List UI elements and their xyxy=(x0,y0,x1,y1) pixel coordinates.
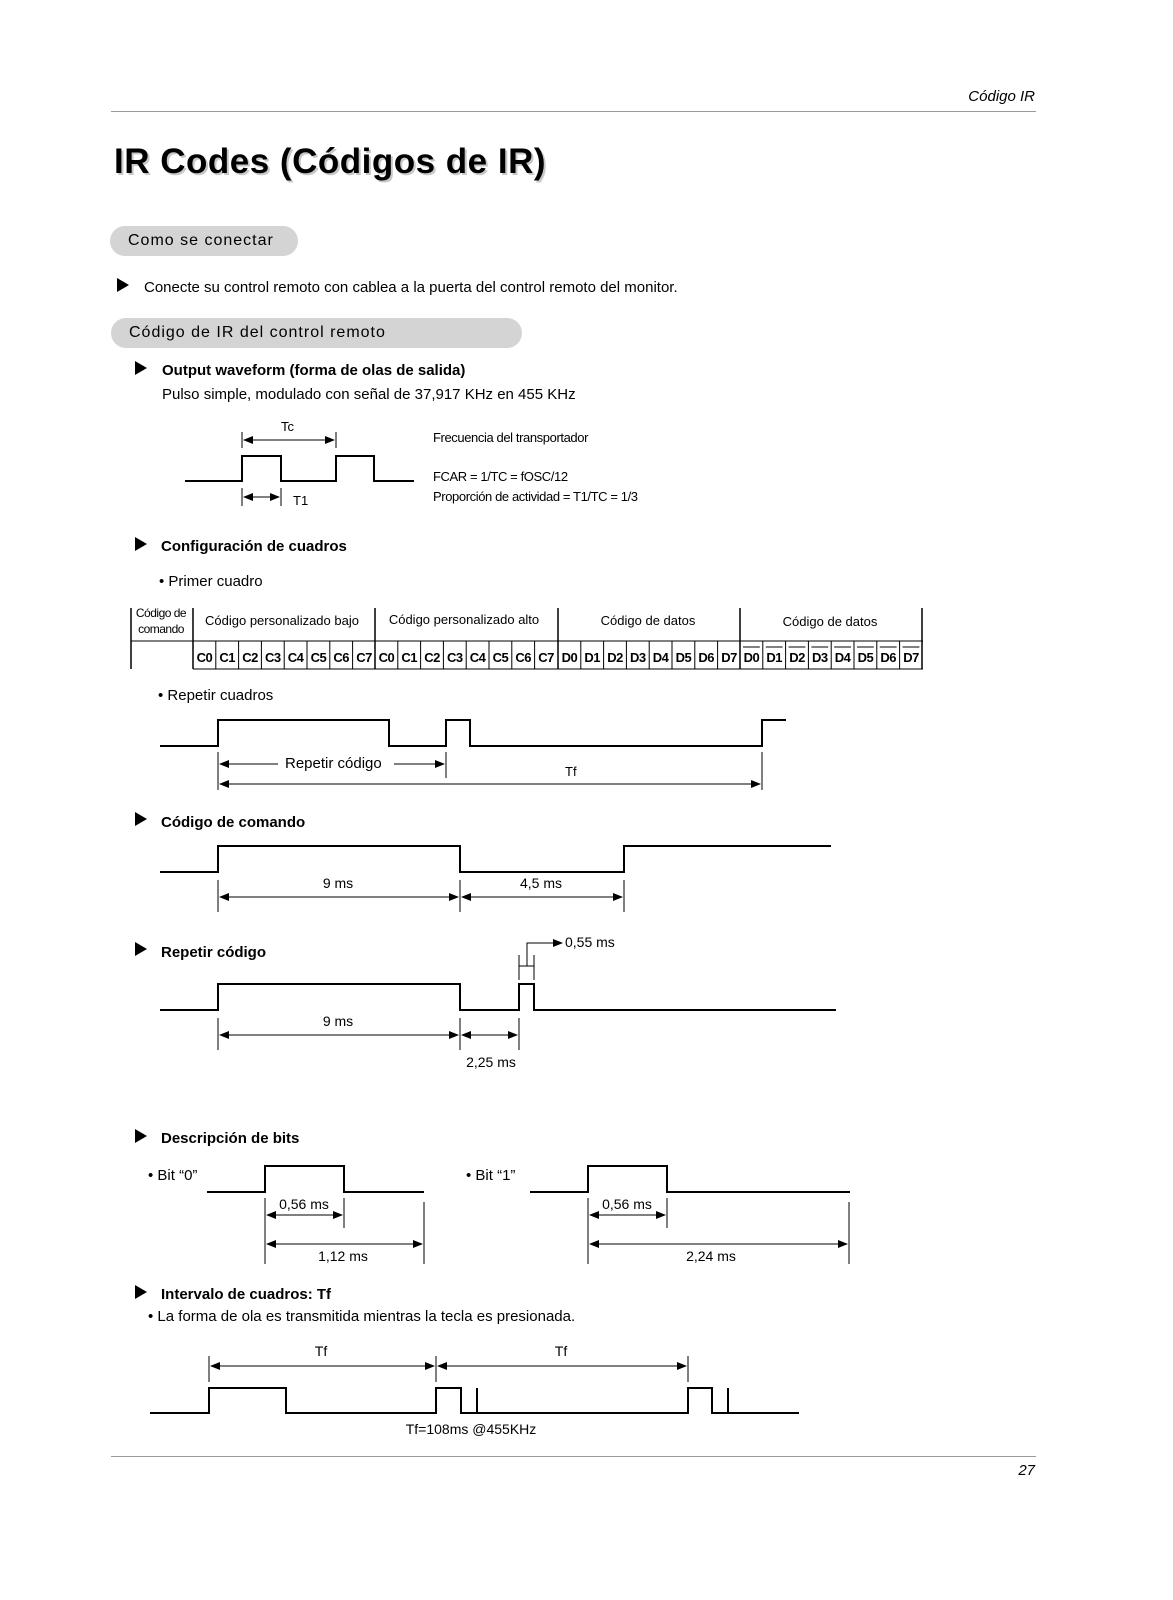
bit-cell: C5 xyxy=(492,650,509,665)
bit-cell-inverted: D6 xyxy=(880,650,897,665)
tc-label: Tc xyxy=(281,419,294,434)
bit1-period-duration: 2,24 ms xyxy=(686,1248,736,1264)
repeat-frames-waveform xyxy=(160,720,786,790)
bit-cell: D4 xyxy=(652,650,669,665)
t1-label: T1 xyxy=(293,493,309,508)
bit-cell: C1 xyxy=(401,650,418,665)
repeat-code-title: Repetir código xyxy=(161,944,267,961)
bit-cell: C5 xyxy=(310,650,327,665)
tf-label-1: Tf xyxy=(314,1343,328,1359)
bit-cell: C7 xyxy=(356,650,372,665)
repeat-pulse-duration: 0,55 ms xyxy=(565,934,615,950)
bit0-label: • Bit “0” xyxy=(148,1167,198,1184)
bit-cell: D3 xyxy=(629,650,646,665)
bit0-waveform xyxy=(207,1166,424,1264)
section-heading-connect-label: Como se conectar xyxy=(128,232,274,249)
page-number: 27 xyxy=(1018,1462,1035,1479)
bit0-pulse-duration: 0,56 ms xyxy=(279,1196,329,1212)
bit-cell: C6 xyxy=(333,650,350,665)
bit-cell: D0 xyxy=(561,650,578,665)
bit-cell: C4 xyxy=(469,650,486,665)
repeat-low-duration: 2,25 ms xyxy=(466,1054,516,1070)
bit-description-title: Descripción de bits xyxy=(161,1130,300,1147)
bullet-arrow-icon xyxy=(135,812,147,826)
command-code-group-label-2: comando xyxy=(138,622,184,636)
bit-cell-inverted: D2 xyxy=(789,650,805,665)
bit-cell-inverted: D7 xyxy=(903,650,919,665)
bit0-period-duration: 1,12 ms xyxy=(318,1248,368,1264)
bullet-arrow-icon xyxy=(135,1129,147,1143)
frame-interval-title: Intervalo de cuadros: Tf xyxy=(161,1286,332,1303)
bit-cell-inverted: D1 xyxy=(766,650,783,665)
custom-high-group-label: Código personalizado alto xyxy=(388,612,540,627)
tf-label-2: Tf xyxy=(554,1343,568,1359)
bit1-label: • Bit “1” xyxy=(466,1167,516,1184)
custom-low-group-label: Código personalizado bajo xyxy=(205,613,359,628)
first-frame-label: • Primer cuadro xyxy=(159,573,263,590)
repeat-code-label: Repetir código xyxy=(285,755,382,772)
section-heading-ir-code-label: Código de IR del control remoto xyxy=(129,324,386,341)
bit-cell: C4 xyxy=(287,650,304,665)
footer-rule xyxy=(111,1456,1036,1457)
bit-cell: C0 xyxy=(378,650,395,665)
command-low-duration: 4,5 ms xyxy=(519,875,563,891)
bit-cell: C6 xyxy=(515,650,532,665)
data-group-label-1: Código de datos xyxy=(600,613,696,628)
bit-cell: D6 xyxy=(698,650,715,665)
data-group-label-2: Código de datos xyxy=(782,614,878,629)
bullet-arrow-icon xyxy=(135,942,147,956)
bit-cell: C2 xyxy=(424,650,440,665)
carrier-label: Frecuencia del transportador xyxy=(433,430,589,445)
bit-cell: D2 xyxy=(607,650,623,665)
command-code-waveform xyxy=(160,846,831,912)
frame-interval-waveform xyxy=(150,1356,799,1413)
bit-cell: D1 xyxy=(584,650,601,665)
fcar-formula: FCAR = 1/TC = fOSC/12 xyxy=(433,469,568,484)
bit-cell: D5 xyxy=(675,650,692,665)
bit-cell: C7 xyxy=(538,650,554,665)
bit-cell: C2 xyxy=(242,650,258,665)
bit-cell-inverted: D0 xyxy=(743,650,760,665)
bit-cell: D7 xyxy=(721,650,737,665)
command-high-duration: 9 ms xyxy=(322,875,354,891)
repeat-high-duration: 9 ms xyxy=(322,1013,354,1029)
output-waveform-title: Output waveform (forma de olas de salida) xyxy=(162,362,466,379)
bit-cell: C3 xyxy=(446,650,463,665)
command-code-group-label-1: Código de xyxy=(135,606,187,620)
frame-interval-note: • La forma de ola es transmitida mientras la tecla es presionada. xyxy=(148,1308,576,1325)
section-header-label: Código IR xyxy=(968,88,1035,105)
bit-cell-inverted: D3 xyxy=(811,650,828,665)
duty-formula: Proporción de actividad = T1/TC = 1/3 xyxy=(433,489,638,504)
bit1-pulse-duration: 0,56 ms xyxy=(602,1196,652,1212)
bit-cell: C1 xyxy=(219,650,236,665)
repeat-frames-label: • Repetir cuadros xyxy=(158,687,274,704)
tf-footnote: Tf=108ms @455KHz xyxy=(405,1421,537,1437)
bit-cell-inverted: D5 xyxy=(857,650,874,665)
page-title: IR Codes (Códigos de IR) xyxy=(114,142,546,181)
bullet-arrow-icon xyxy=(135,537,147,551)
connect-instruction: Conecte su control remoto con cablea a la puerta del control remoto del monitor. xyxy=(144,279,678,296)
bit-cell: C0 xyxy=(196,650,213,665)
bit-cell: C3 xyxy=(264,650,281,665)
output-waveform-subtitle: Pulso simple, modulado con señal de 37,917 KHz en 455 KHz xyxy=(162,386,576,403)
bit-cell-inverted: D4 xyxy=(834,650,851,665)
command-code-title: Código de comando xyxy=(161,814,306,831)
tf-label: Tf xyxy=(565,764,577,779)
bullet-arrow-icon xyxy=(135,1285,147,1299)
frame-config-title: Configuración de cuadros xyxy=(161,538,347,555)
